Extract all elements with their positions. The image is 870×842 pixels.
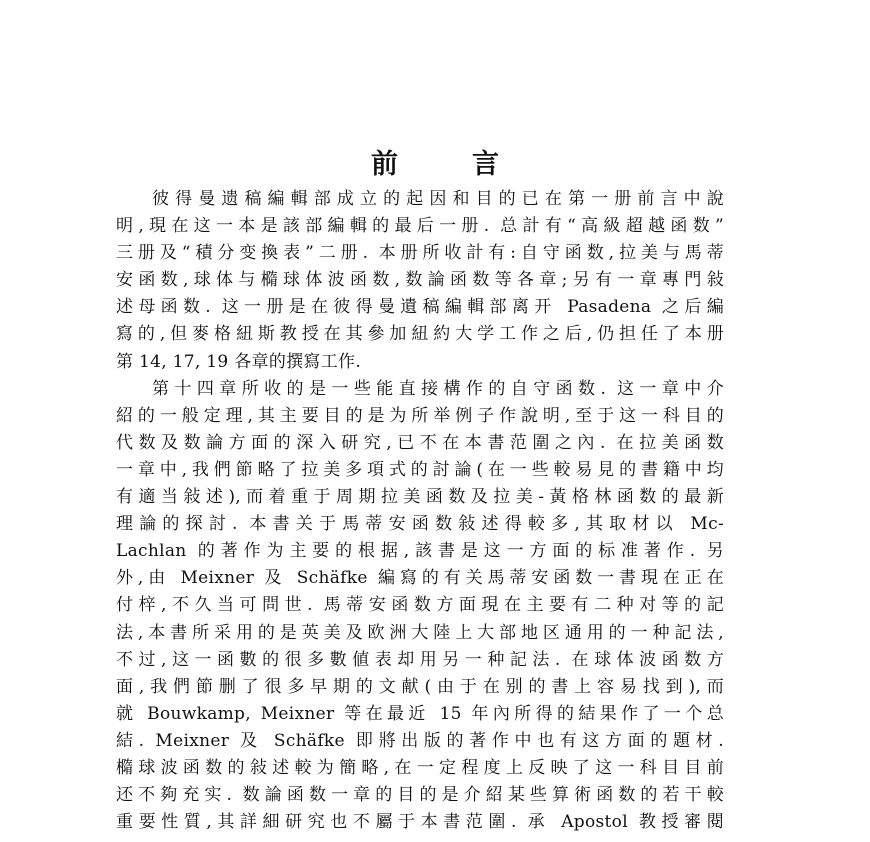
text-line: 代数及数論方面的深入研究,已不在本書范圍之內. 在拉美函数 [116, 432, 724, 453]
text-line: 重要性質,其詳細研究也不屬于本書范圍. 承 Apostol 教授審閱 [116, 812, 724, 833]
text-line: 法,本書所采用的是英美及欧洲大陸上大部地区通用的一种記法, [116, 622, 724, 643]
text-line: 第 14, 17, 19 各章的撰寫工作. [116, 351, 362, 372]
text-line: Lachlan 的著作为主要的根据,該書是这一方面的标准著作. 另 [116, 541, 724, 562]
text-line: 外,由 Meixner 及 Schäfke 編寫的有关馬蒂安函数一書現在正在 [116, 568, 724, 589]
text-line: 不过,这一函數的很多數値表却用另一种記法. 在球体波函数方 [116, 649, 724, 670]
text-line: 面,我們節删了很多早期的文献(由于在别的書上容易找到),而 [116, 676, 724, 697]
text-line: 付梓,不久当可問世. 馬蒂安函数方面現在主要有二种对等的記 [116, 595, 724, 616]
text-line: 理論的探討. 本書关于馬蒂安函数敍述得較多,其取材以 Mc- [116, 514, 724, 535]
text-line: 紹的一般定理,其主要目的是为所举例子作說明,至于这一科目的 [116, 405, 724, 426]
text-line: 第十四章所收的是一些能直接構作的自守函数. 这一章中介 [152, 378, 724, 399]
text-line: 彼得曼遗稿編輯部成立的起因和目的已在第一册前言中說 [152, 189, 724, 209]
preface-body [116, 186, 724, 836]
text-line: 一章中,我們節略了拉美多項式的討論(在一些較易見的書籍中均 [116, 459, 724, 480]
text-line: 还不夠充实. 数論函数一章的目的是介紹某些算術函数的若干較 [116, 785, 724, 806]
text-line: 三册及“積分变換表”二册. 本册所收計有:自守函数,拉美与馬蒂 [116, 243, 724, 264]
text-line: 述母函数. 这一册是在彼得曼遺稿編輯部离开 Pasadena 之后編 [116, 297, 724, 318]
text-line: 有適当敍述),而着重于周期拉美函数及拉美-黃格林函数的最新 [116, 487, 724, 508]
text-line: 橢球波函数的敍述較为簡略,在一定程度上反映了这一科目目前 [116, 757, 724, 778]
text-line: 就 Bouwkamp, Meixner 等在最近 15 年內所得的結果作了一个总 [116, 703, 724, 724]
title-char-1: 前 [371, 149, 398, 180]
page-title [0, 142, 870, 181]
title-char-2: 言 [472, 149, 499, 180]
text-line: 明,現在这一本是該部編輯的最后一册. 总計有“高級超越函数” [116, 216, 724, 237]
text-line: 寫的,但麥格紐斯教授在其參加紐約大学工作之后,仍担任了本册 [116, 324, 724, 345]
text-line: 安函数,球体与橢球体波函数,数論函数等各章;另有一章專門敍 [116, 270, 724, 291]
text-line: 結. Meixner 及 Schäfke 即將出版的著作中也有这方面的題材. [116, 730, 724, 751]
